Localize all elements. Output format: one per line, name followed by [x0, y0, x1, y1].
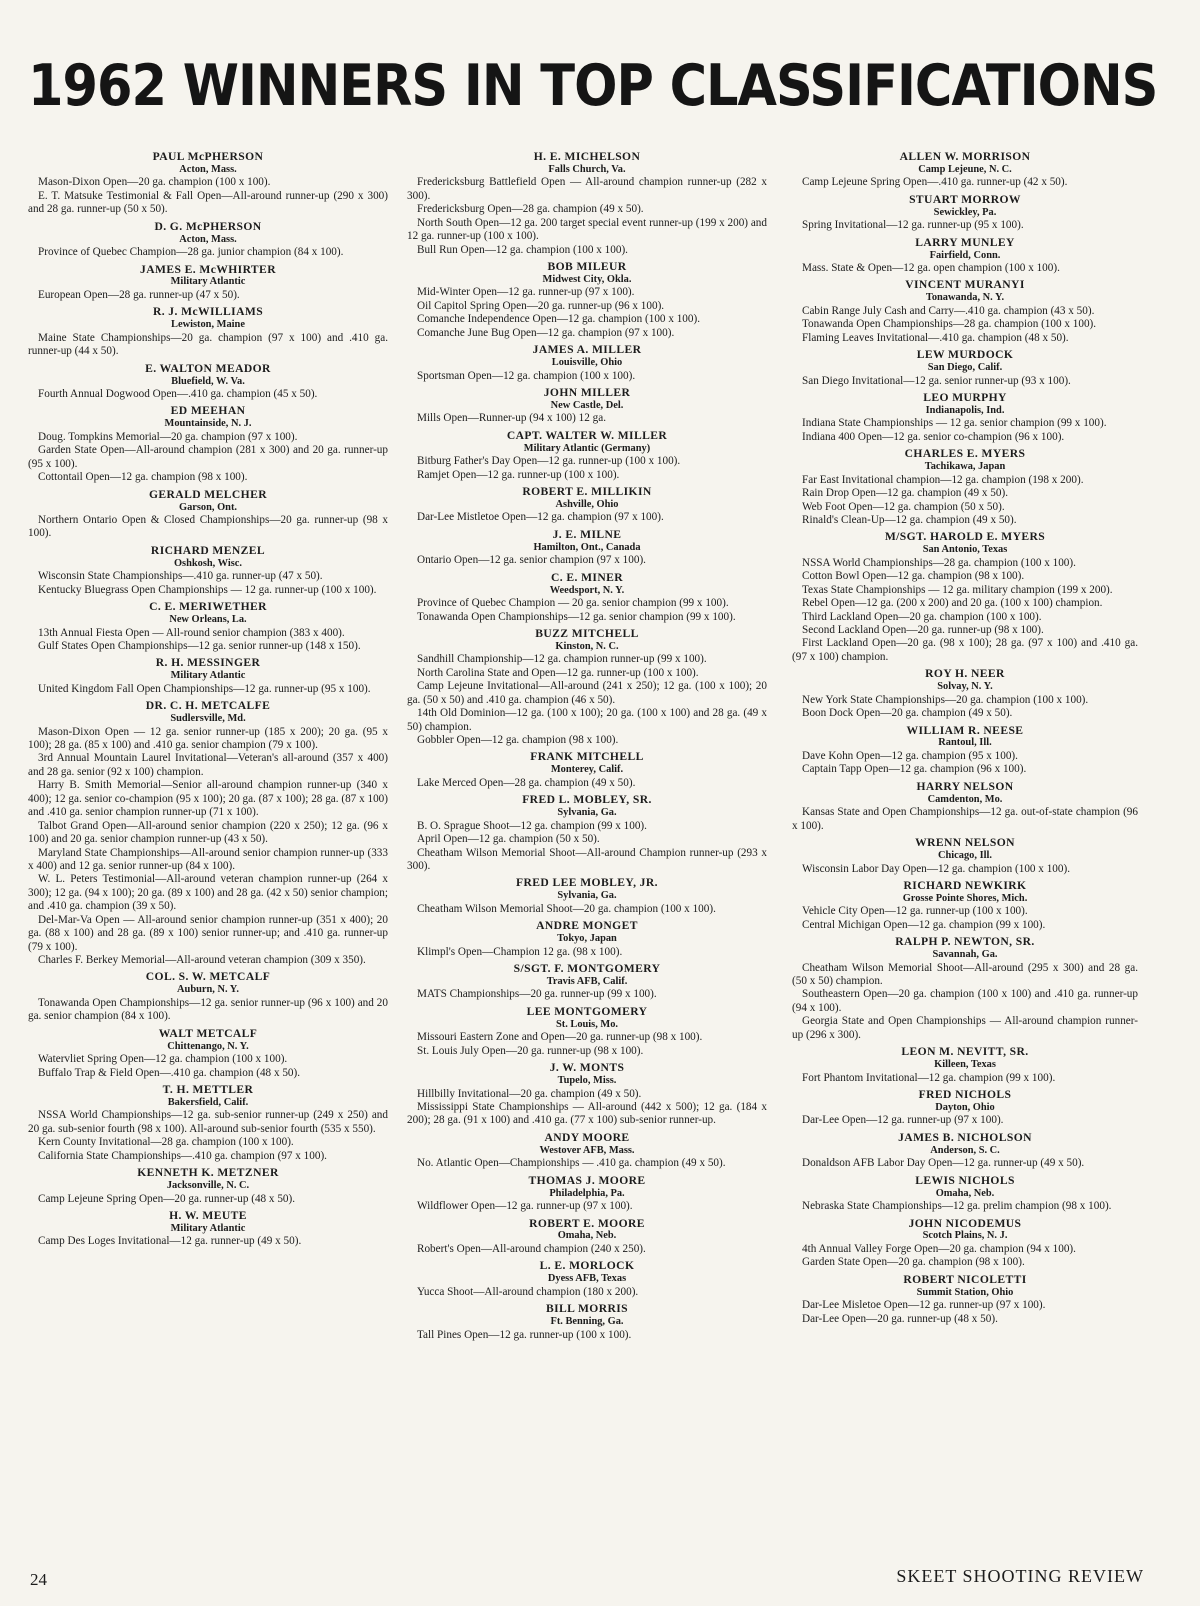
winner-entry	[407, 1174, 767, 1214]
event-result: San Diego Invitational—12 ga. senior runner-up (93 x 100).	[802, 374, 1071, 387]
event-result: 13th Annual Fiesta Open — All-round senior champion (383 x 400).	[38, 626, 345, 639]
event-result: Bull Run Open—12 ga. champion (100 x 100).	[417, 243, 628, 256]
winner-location: Scotch Plains, N. J.	[922, 1230, 1008, 1242]
winner-location: Philadelphia, Pa.	[549, 1187, 625, 1199]
event-result: Camp Des Loges Invitational—12 ga. runner-up (49 x 50).	[38, 1235, 302, 1248]
event-result: Mid-Winter Open—12 ga. runner-up (97 x 100).	[417, 286, 635, 299]
winner-entry	[407, 876, 767, 916]
event-result: California State Championships—.410 ga. champion (97 x 100).	[38, 1149, 327, 1162]
winner-location: Bakersfield, Calif.	[167, 1096, 249, 1108]
winner-location: Killeen, Texas	[934, 1059, 996, 1071]
event-result: United Kingdom Fall Open Championships—12 ga. runner-up (95 x 100).	[38, 682, 371, 695]
event-result: Gobbler Open—12 ga. champion (98 x 100).	[417, 734, 619, 747]
event-result: Del-Mar-Va Open — All-around senior champion runner-up (351 x 400); 20 ga. (88 x 100) and 28 ga. (89 x 100) senior runner-up; and .410 ga. runner-up (79 x 100).	[28, 913, 388, 953]
event-result: Mason-Dixon Open — 12 ga. senior runner-up (185 x 200); 20 ga. (95 x 100); 28 ga. (85 x 100) and .410 ga. senior champion (79 x 100).	[28, 725, 388, 752]
winner-location: Military Atlantic (Germany)	[523, 442, 651, 454]
event-result: E. T. Matsuke Testimonial & Fall Open—All-around runner-up (290 x 300) and 28 ga. runner-up (50 x 50).	[28, 189, 388, 216]
winner-name: ED MEEHAN	[170, 404, 246, 418]
winner-entry	[792, 935, 1138, 1042]
event-result: Indiana State Championships — 12 ga. senior champion (99 x 100).	[802, 417, 1107, 430]
winner-name: ROBERT NICOLETTI	[903, 1272, 1027, 1286]
winner-location: San Antonio, Texas	[922, 544, 1008, 556]
event-result: Comanche Independence Open—12 ga. champion (100 x 100).	[417, 313, 701, 326]
winner-name: C. E. MERIWETHER	[149, 600, 267, 614]
event-result: Cottontail Open—12 ga. champion (98 x 100).	[38, 471, 248, 484]
event-result: 3rd Annual Mountain Laurel Invitational—Veteran's all-around (357 x 400) and 28 ga. senior (92 x 100) champion.	[28, 752, 388, 778]
event-result: 4th Annual Valley Forge Open—20 ga. champion (94 x 100).	[802, 1242, 1076, 1255]
event-result: Second Lackland Open—20 ga. runner-up (98 x 100).	[802, 624, 1044, 636]
winner-name: JAMES A. MILLER	[532, 343, 642, 357]
winner-location: Ashville, Ohio	[555, 498, 619, 510]
winner-entry	[792, 278, 1138, 345]
event-result: Central Michigan Open—12 ga. champion (99 x 100).	[802, 918, 1046, 931]
winner-location: Sylvania, Ga.	[557, 807, 617, 819]
event-result: Yucca Shoot—All-around champion (180 x 200).	[417, 1285, 639, 1298]
event-result: Doug. Tompkins Memorial—20 ga. champion (97 x 100).	[38, 430, 298, 443]
winner-location: Midwest City, Okla.	[542, 273, 632, 285]
event-result: First Lackland Open—20 ga. (98 x 100); 28 ga. (97 x 100) and .410 ga. (97 x 100) champion.	[792, 637, 1138, 663]
event-result: Indiana 400 Open—12 ga. senior co-champion (96 x 100).	[802, 430, 1065, 443]
event-result: Oil Capitol Spring Open—20 ga. runner-up (96 x 100).	[417, 299, 665, 312]
winner-location: New Orleans, La.	[169, 614, 247, 626]
winner-name: FRANK MITCHELL	[530, 750, 644, 764]
event-result: Flaming Leaves Invitational—.410 ga. champion (48 x 50).	[802, 331, 1069, 344]
winner-entry	[792, 236, 1138, 276]
winner-entry	[28, 1083, 388, 1163]
winner-name: BUZZ MITCHELL	[535, 627, 639, 640]
winner-entry	[792, 667, 1138, 720]
winner-entry	[28, 699, 388, 967]
winner-entry	[407, 429, 767, 482]
winner-name: VINCENT MURANYI	[905, 278, 1025, 292]
winner-entry	[792, 150, 1138, 190]
winner-entry	[28, 305, 388, 358]
winner-name: FRED LEE MOBLEY, JR.	[516, 876, 658, 890]
winner-name: WALT METCALF	[158, 1026, 258, 1040]
event-result: Texas State Championships — 12 ga. military champion (199 x 200).	[802, 583, 1113, 596]
winner-entry	[28, 263, 388, 303]
event-result: European Open—28 ga. runner-up (47 x 50).	[38, 288, 240, 301]
event-result: Captain Tapp Open—12 ga. champion (96 x 100).	[802, 763, 1027, 776]
winner-entry	[28, 220, 388, 260]
event-result: Province of Quebec Champion — 20 ga. senior champion (99 x 100).	[417, 597, 729, 610]
event-result: Harry B. Smith Memorial—Senior all-around champion runner-up (340 x 400); 12 ga. senior co-champion (95 x 100); 20 ga. (87 x 100); 28 ga. (87 x 100) and .410 ga. senior champion runner-up (71 x 100).	[28, 779, 388, 819]
event-result: Camp Lejeune Invitational—All-around (241 x 250); 12 ga. (100 x 100); 20 ga. (50 x 50) and .410 ga. champion (46 x 50).	[407, 680, 767, 706]
winner-name: ROBERT E. MOORE	[529, 1216, 645, 1230]
event-result: St. Louis July Open—20 ga. runner-up (98 x 100).	[417, 1044, 644, 1057]
event-result: NSSA World Championships—12 ga. sub-senior runner-up (249 x 250) and 20 ga. sub-senior fourth (98 x 100). All-around sub-senior fourth (535 x 550).	[28, 1109, 388, 1135]
event-result: Cheatham Wilson Memorial Shoot—All-around Champion runner-up (293 x 300).	[407, 846, 767, 872]
winner-name: WILLIAM R. NEESE	[906, 723, 1024, 737]
winner-location: Solvay, N. Y.	[937, 681, 993, 693]
event-result: Sportsman Open—12 ga. champion (100 x 100).	[417, 369, 636, 382]
winner-location: Chittenango, N. Y.	[167, 1040, 249, 1052]
winner-location: Dayton, Ohio	[935, 1101, 995, 1113]
winner-entry	[28, 488, 388, 541]
event-result: Tonawanda Open Championships—12 ga. senior champion (99 x 100).	[417, 610, 736, 623]
winner-entry	[28, 404, 388, 484]
winner-name: WRENN NELSON	[915, 836, 1015, 850]
winner-location: Camp Lejeune, N. C.	[918, 163, 1012, 175]
event-result: Northern Ontario Open & Closed Championships—20 ga. runner-up (98 x 100).	[28, 513, 388, 540]
winner-entry	[792, 1273, 1138, 1326]
winner-entry	[28, 1166, 388, 1206]
winner-entry	[407, 1005, 767, 1058]
winner-name: ANDRE MONGET	[536, 919, 638, 933]
event-result: Hillbilly Invitational—20 ga. champion (49 x 50).	[417, 1087, 642, 1100]
winner-location: Louisville, Ohio	[551, 357, 623, 369]
winner-entry	[407, 793, 767, 873]
winner-entry	[407, 260, 767, 340]
winner-entry	[407, 571, 767, 624]
event-result: MATS Championships—20 ga. runner-up (99 x 100).	[417, 988, 657, 1001]
winner-entry	[792, 879, 1138, 932]
event-result: Wildflower Open—12 ga. runner-up (97 x 100).	[417, 1200, 633, 1213]
winner-entry	[792, 530, 1138, 664]
page-title: 1962 WINNERS IN TOP CLASSIFICATIONS	[28, 53, 1158, 120]
winner-location: San Diego, Calif.	[927, 362, 1003, 374]
winner-location: Auburn, N. Y.	[177, 984, 239, 996]
page-number: 24	[30, 1570, 47, 1589]
event-result: Kern County Invitational—28 ga. champion (100 x 100).	[38, 1136, 294, 1149]
winner-location: Monterey, Calif.	[550, 764, 624, 776]
winner-name: GERALD MELCHER	[148, 487, 267, 501]
event-result: Sandhill Championship—12 ga. champion runner-up (99 x 100).	[417, 653, 707, 666]
winner-entry	[792, 193, 1138, 233]
event-result: Camp Lejeune Spring Open—20 ga. runner-up (48 x 50).	[38, 1192, 296, 1205]
event-result: Dar-Lee Mistletoe Open—12 ga. champion (97 x 100).	[417, 511, 664, 524]
winner-name: JOHN NICODEMUS	[908, 1216, 1022, 1230]
winner-name: HARRY NELSON	[916, 779, 1014, 793]
winner-name: ROY H. NEER	[925, 667, 1005, 681]
winner-location: Indianapolis, Ind.	[925, 404, 1005, 416]
winner-name: J. W. MONTS	[549, 1061, 625, 1075]
winner-entry	[28, 150, 388, 217]
event-result: Dar-Lee Misletoe Open—12 ga. runner-up (97 x 100).	[802, 1299, 1046, 1312]
winner-entry	[407, 150, 767, 257]
winner-entry	[407, 962, 767, 1002]
event-result: North Carolina State and Open—12 ga. runner-up (100 x 100).	[417, 666, 699, 679]
winner-location: Acton, Mass.	[179, 163, 237, 175]
winner-name: H. W. MEUTE	[169, 1208, 247, 1222]
event-result: Wisconsin Labor Day Open—12 ga. champion (100 x 100).	[802, 862, 1070, 875]
winner-name: PAUL McPHERSON	[152, 150, 264, 163]
winner-entry	[407, 386, 767, 426]
winner-name: JAMES B. NICHOLSON	[898, 1130, 1032, 1144]
event-result: W. L. Peters Testimonial—All-around veteran champion runner-up (264 x 300); 12 ga. (94 x 100); 20 ga. (89 x 100) and 28 ga. (42 x 50) senior champion; and .410 ga. champion (39 x 50).	[28, 873, 388, 913]
winner-name: CAPT. WALTER W. MILLER	[506, 428, 668, 442]
winner-entry	[792, 1045, 1138, 1085]
event-result: Far East Invitational champion—12 ga. champion (198 x 200).	[802, 473, 1084, 486]
winner-entry	[28, 970, 388, 1023]
winner-location: Chicago, Ill.	[938, 850, 992, 862]
winners-column-1	[28, 150, 388, 1252]
winner-entry	[792, 1088, 1138, 1128]
winner-entry	[792, 836, 1138, 876]
winner-name: J. E. MILNE	[552, 527, 622, 541]
event-result: North South Open—12 ga. 200 target special event runner-up (199 x 200) and 12 ga. runner-up (100 x 100).	[407, 216, 767, 243]
event-result: Kentucky Bluegrass Open Championships — 12 ga. runner-up (100 x 100).	[38, 583, 377, 596]
winner-location: Camdenton, Mo.	[927, 793, 1003, 805]
winner-location: Sudlersville, Md.	[170, 713, 246, 725]
winner-name: LEWIS NICHOLS	[915, 1173, 1015, 1187]
event-result: Kansas State and Open Championships—12 ga. out-of-state champion (96 x 100).	[792, 806, 1138, 832]
winner-entry	[28, 1027, 388, 1080]
event-result: Rain Drop Open—12 ga. champion (49 x 50).	[802, 487, 1008, 500]
winner-entry	[407, 750, 767, 790]
event-result: Mass. State & Open—12 ga. open champion (100 x 100).	[802, 262, 1060, 275]
event-result: Rinald's Clean-Up—12 ga. champion (49 x 50).	[802, 513, 1017, 526]
winner-location: Acton, Mass.	[179, 233, 237, 245]
winner-name: THOMAS J. MOORE	[528, 1173, 646, 1187]
event-result: Web Foot Open—12 ga. champion (50 x 50).	[802, 500, 1005, 513]
winner-name: FRED L. MOBLEY, SR.	[522, 793, 652, 807]
winner-location: Military Atlantic	[170, 670, 246, 682]
winner-name: JAMES E. McWHIRTER	[140, 262, 276, 276]
winner-location: Omaha, Neb.	[557, 1230, 617, 1242]
event-result: Mills Open—Runner-up (94 x 100) 12 ga.	[417, 412, 607, 425]
winner-entry	[792, 724, 1138, 777]
winner-entry	[407, 1302, 767, 1342]
winner-name: R. H. MESSINGER	[155, 656, 261, 670]
winner-location: Travis AFB, Calif.	[546, 975, 628, 987]
winner-location: Bluefield, W. Va.	[171, 375, 245, 387]
winner-location: Kinston, N. C.	[555, 640, 619, 652]
event-result: Robert's Open—All-around champion (240 x 250).	[417, 1242, 646, 1255]
winner-location: St. Louis, Mo.	[555, 1018, 619, 1030]
event-result: Dar-Lee Open—12 ga. runner-up (97 x 100).	[802, 1114, 1004, 1127]
winner-location: Jacksonville, N. C.	[166, 1180, 250, 1192]
winner-name: KENNETH K. METZNER	[137, 1166, 279, 1180]
winner-name: LEE MONTGOMERY	[526, 1004, 648, 1018]
event-result: Cheatham Wilson Memorial Shoot—All-around (295 x 300) and 28 ga. (50 x 50) champion.	[792, 961, 1138, 988]
winner-entry	[28, 544, 388, 597]
event-result: No. Atlantic Open—Championships — .410 ga. champion (49 x 50).	[417, 1157, 726, 1170]
winner-entry	[407, 1131, 767, 1171]
winner-location: Tonawanda, N. Y.	[925, 292, 1005, 304]
event-result: Boon Dock Open—20 ga. champion (49 x 50).	[802, 707, 1013, 720]
winner-location: Oshkosh, Wisc.	[173, 557, 243, 569]
winner-entry	[407, 919, 767, 959]
event-result: Spring Invitational—12 ga. runner-up (95 x 100).	[802, 219, 1024, 232]
winners-column-2	[407, 150, 767, 1345]
winner-name: ANDY MOORE	[544, 1130, 630, 1144]
winner-name: RICHARD MENZEL	[150, 543, 266, 557]
winner-entry	[792, 1131, 1138, 1171]
event-result: Province of Quebec Champion—28 ga. junior champion (84 x 100).	[38, 246, 344, 259]
event-result: Fort Phantom Invitational—12 ga. champion (99 x 100).	[802, 1071, 1056, 1084]
winner-location: Summit Station, Ohio	[916, 1286, 1014, 1298]
winner-name: M/SGT. HAROLD E. MYERS	[884, 530, 1046, 544]
winner-entry	[792, 780, 1138, 833]
winner-location: Mountainside, N. J.	[164, 418, 252, 430]
winner-entry	[28, 1209, 388, 1249]
winner-location: Weedsport, N. Y.	[549, 584, 625, 596]
winner-location: Falls Church, Va.	[548, 163, 626, 175]
winner-location: Military Atlantic	[170, 276, 246, 288]
winner-location: Anderson, S. C.	[930, 1144, 1000, 1156]
event-result: Mississippi State Championships — All-around (442 x 500); 12 ga. (184 x 200); 28 ga. (91 x 100) and .410 ga. (77 x 100) sub-senior runner-up.	[407, 1101, 767, 1127]
winner-name: E. WALTON MEADOR	[145, 361, 271, 375]
winner-location: Tupelo, Miss.	[557, 1075, 617, 1087]
event-result: Talbot Grand Open—All-around senior champion (220 x 250); 12 ga. (96 x 100) and 20 ga. senior champion runner-up (43 x 50).	[28, 819, 388, 846]
event-result: Dar-Lee Open—20 ga. runner-up (48 x 50).	[802, 1312, 998, 1325]
event-result: Tonawanda Open Championships—12 ga. senior runner-up (96 x 100) and 20 ga. senior champion (84 x 100).	[28, 996, 388, 1023]
winner-name: BILL MORRIS	[545, 1302, 629, 1316]
winner-name: CHARLES E. MYERS	[904, 447, 1026, 461]
event-result: Tonawanda Open Championships—28 ga. champion (100 x 100).	[802, 318, 1097, 331]
winner-entry	[407, 1259, 767, 1299]
event-result: Nebraska State Championships—12 ga. prelim champion (98 x 100).	[802, 1200, 1112, 1213]
winner-location: Sylvania, Ga.	[557, 890, 617, 902]
winner-name: STUART MORROW	[909, 192, 1021, 206]
winner-entry	[407, 1217, 767, 1257]
winner-location: Sewickley, Pa.	[933, 206, 997, 218]
event-result: 14th Old Dominion—12 ga. (100 x 100); 20 ga. (100 x 100) and 28 ga. (49 x 50) champion.	[407, 707, 767, 733]
winner-name: LEON M. NEVITT, SR.	[901, 1045, 1029, 1059]
event-result: Maryland State Championships—All-around senior champion runner-up (333 x 400) and 12 ga. senior runner-up (84 x 100).	[28, 846, 388, 872]
winner-location: Military Atlantic	[170, 1222, 246, 1234]
event-result: Klimpl's Open—Champion 12 ga. (98 x 100).	[417, 945, 623, 958]
winner-entry	[792, 348, 1138, 388]
magazine-name: SKEET SHOOTING REVIEW	[896, 1566, 1144, 1586]
winner-entry	[407, 528, 767, 568]
event-result: NSSA World Championships—28 ga. champion (100 x 100).	[802, 556, 1076, 569]
event-result: Lake Merced Open—28 ga. champion (49 x 50).	[417, 776, 636, 789]
event-result: Vehicle City Open—12 ga. runner-up (100 x 100).	[802, 905, 1028, 918]
winner-entry	[792, 1174, 1138, 1214]
event-result: Wisconsin State Championships—.410 ga. runner-up (47 x 50).	[38, 570, 323, 583]
winner-location: Grosse Pointe Shores, Mich.	[902, 892, 1028, 904]
winner-location: Ft. Benning, Ga.	[550, 1316, 624, 1328]
event-result: Third Lackland Open—20 ga. champion (100 x 100).	[802, 610, 1042, 623]
event-result: Georgia State and Open Championships — All-around champion runner-up (296 x 300).	[792, 1015, 1138, 1041]
winner-name: LEW MURDOCK	[916, 348, 1014, 362]
winners-column-3	[792, 150, 1138, 1329]
event-result: Rebel Open—12 ga. (200 x 200) and 20 ga. (100 x 100) champion.	[802, 597, 1103, 610]
event-result: Maine State Championships—20 ga. champion (97 x 100) and .410 ga. runner-up (44 x 50).	[28, 331, 388, 358]
event-result: Fourth Annual Dogwood Open—.410 ga. champion (45 x 50).	[38, 388, 318, 401]
winner-name: LEO MURPHY	[923, 391, 1007, 405]
event-result: Gulf States Open Championships—12 ga. senior runner-up (148 x 150).	[38, 639, 361, 652]
event-result: Comanche June Bug Open—12 ga. champion (97 x 100).	[417, 326, 675, 339]
winner-name: BOB MILEUR	[547, 260, 627, 274]
winner-location: Rantoul, Ill.	[938, 737, 992, 749]
event-result: Southeastern Open—20 ga. champion (100 x 100) and .410 ga. runner-up (94 x 100).	[792, 988, 1138, 1014]
winner-name: RALPH P. NEWTON, SR.	[895, 935, 1035, 949]
winner-entry	[792, 391, 1138, 444]
winner-name: C. E. MINER	[550, 570, 624, 584]
event-result: Watervliet Spring Open—12 ga. champion (100 x 100).	[38, 1053, 288, 1066]
winner-name: FRED NICHOLS	[918, 1088, 1012, 1102]
event-result: Tall Pines Open—12 ga. runner-up (100 x 100).	[417, 1328, 632, 1341]
winner-name: H. E. MICHELSON	[533, 150, 641, 163]
winner-name: ROBERT E. MILLIKIN	[522, 485, 652, 499]
winner-entry	[28, 600, 388, 653]
winner-name: R. J. McWILLIAMS	[152, 305, 264, 319]
winner-entry	[792, 1217, 1138, 1270]
event-result: Ramjet Open—12 ga. runner-up (100 x 100).	[417, 468, 620, 481]
winner-entry	[407, 627, 767, 747]
winner-entry	[407, 485, 767, 525]
winner-location: Hamilton, Ont., Canada	[533, 541, 641, 553]
winner-location: Fairfield, Conn.	[929, 249, 1001, 261]
winner-location: New Castle, Del.	[550, 399, 624, 411]
winner-name: DR. C. H. METCALFE	[145, 699, 271, 713]
winner-name: LARRY MUNLEY	[915, 235, 1015, 249]
winner-name: JOHN MILLER	[543, 385, 631, 399]
event-result: Charles F. Berkey Memorial—All-around veteran champion (309 x 350).	[38, 954, 366, 967]
event-result: Cotton Bowl Open—12 ga. champion (98 x 100).	[802, 570, 1025, 583]
winner-name: S/SGT. F. MONTGOMERY	[513, 962, 661, 976]
winner-location: Tachikawa, Japan	[924, 461, 1006, 473]
winner-location: Lewiston, Maine	[171, 319, 245, 331]
event-result: Missouri Eastern Zone and Open—20 ga. runner-up (98 x 100).	[417, 1031, 703, 1044]
event-result: Buffalo Trap & Field Open—.410 ga. champion (48 x 50).	[38, 1066, 301, 1079]
winner-name: ALLEN W. MORRISON	[899, 150, 1031, 163]
winner-name: COL. S. W. METCALF	[145, 970, 271, 984]
event-result: Fredericksburg Open—28 ga. champion (49 x 50).	[417, 203, 644, 216]
event-result: Garden State Open—20 ga. champion (98 x 100).	[802, 1256, 1025, 1269]
event-result: Cheatham Wilson Memorial Shoot—20 ga. champion (100 x 100).	[417, 902, 716, 915]
event-result: New York State Championships—20 ga. champion (100 x 100).	[802, 693, 1089, 706]
winner-location: Dyess AFB, Texas	[547, 1273, 627, 1285]
winner-entry	[28, 362, 388, 402]
winner-name: D. G. McPHERSON	[154, 219, 262, 233]
winner-entry	[407, 343, 767, 383]
event-result: Bitburg Father's Day Open—12 ga. runner-up (100 x 100).	[417, 455, 681, 468]
event-result: B. O. Sprague Shoot—12 ga. champion (99 x 100).	[417, 819, 647, 832]
winner-location: Garson, Ont.	[178, 501, 238, 513]
event-result: Ontario Open—12 ga. senior champion (97 x 100).	[417, 554, 646, 567]
winner-entry	[28, 656, 388, 696]
event-result: Garden State Open—All-around champion (281 x 300) and 20 ga. runner-up (95 x 100).	[28, 444, 388, 470]
winner-location: Westover AFB, Mass.	[539, 1144, 635, 1156]
winner-location: Omaha, Neb.	[935, 1187, 995, 1199]
winner-name: RICHARD NEWKIRK	[903, 878, 1027, 892]
event-result: Dave Kohn Open—12 ga. champion (95 x 100).	[802, 749, 1018, 762]
winner-name: L. E. MORLOCK	[539, 1259, 635, 1273]
winner-entry	[407, 1061, 767, 1128]
winner-entry	[792, 447, 1138, 527]
winner-location: Tokyo, Japan	[557, 933, 617, 945]
event-result: Mason-Dixon Open—20 ga. champion (100 x 100).	[38, 176, 271, 189]
event-result: Cabin Range July Cash and Carry—.410 ga. champion (43 x 50).	[802, 304, 1095, 317]
event-result: Camp Lejeune Spring Open—.410 ga. runner-up (42 x 50).	[802, 176, 1068, 189]
event-result: April Open—12 ga. champion (50 x 50).	[417, 833, 600, 846]
winner-name: T. H. METTLER	[162, 1083, 254, 1097]
event-result: Donaldson AFB Labor Day Open—12 ga. runner-up (49 x 50).	[802, 1157, 1085, 1170]
winner-location: Savannah, Ga.	[932, 949, 998, 961]
event-result: Fredericksburg Battlefield Open — All-around champion runner-up (282 x 300).	[407, 176, 767, 202]
